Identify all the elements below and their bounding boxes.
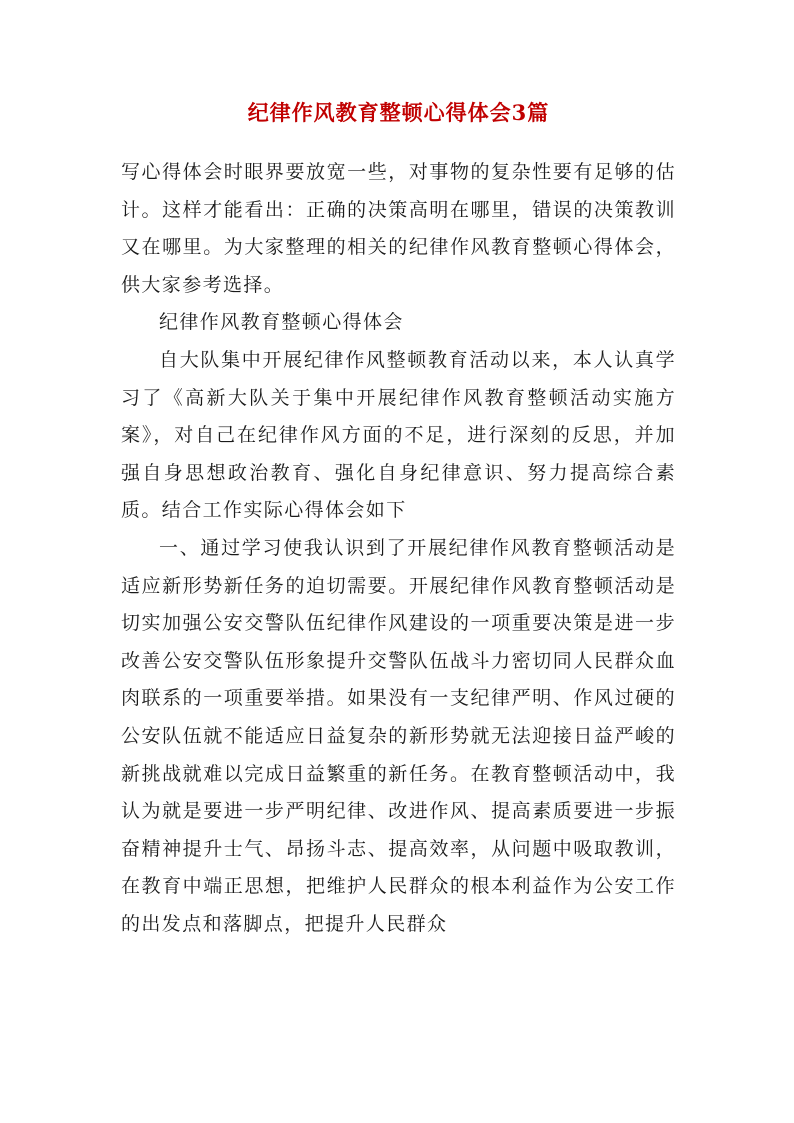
document-title: 纪律作风教育整顿心得体会3篇 [247, 100, 550, 125]
body-paragraph-1: 自大队集中开展纪律作风整顿教育活动以来，本人认真学习了《高新大队关于集中开展纪律作风教育整顿活动实施方案》，对自己在纪律作风方面的不足，进行深刻的反思，并加强自身思想政治教育、强化自身纪律意识、努力提高综合素质。结合工作实际心得体会如下 [121, 348, 676, 522]
intro-paragraph: 写心得体会时眼界要放宽一些，对事物的复杂性要有足够的估计。这样才能看出：正确的决策高明在哪里，错误的决策教训又在哪里。为大家整理的相关的纪律作风教育整顿心得体会，供大家参考选择。 [121, 161, 676, 296]
body-paragraph-2: 一、通过学习使我认识到了开展纪律作风教育整顿活动是适应新形势新任务的迫切需要。开展纪律作风教育整顿活动是切实加强公安交警队伍纪律作风建设的一项重要决策是进一步改善公安交警队伍形象提升交警队伍战斗力密切同人民群众血肉联系的一项重要举措。如果没有一支纪律严明、作风过硬的公安队伍就不能适应日益复杂的新形势就无法迎接日益严峻的新挑战就难以完成日益繁重的新任务。在教育整顿活动中，我认为就是要进一步严明纪律、改进作风、提高素质要进一步振奋精神提升士气、昂扬斗志、提高效率，从问题中吸取教训，在教育中端正思想，把维护人民群众的根本利益作为公安工作的出发点和落脚点，把提升人民群众 [121, 536, 676, 935]
section-subtitle: 纪律作风教育整顿心得体会 [159, 311, 404, 334]
